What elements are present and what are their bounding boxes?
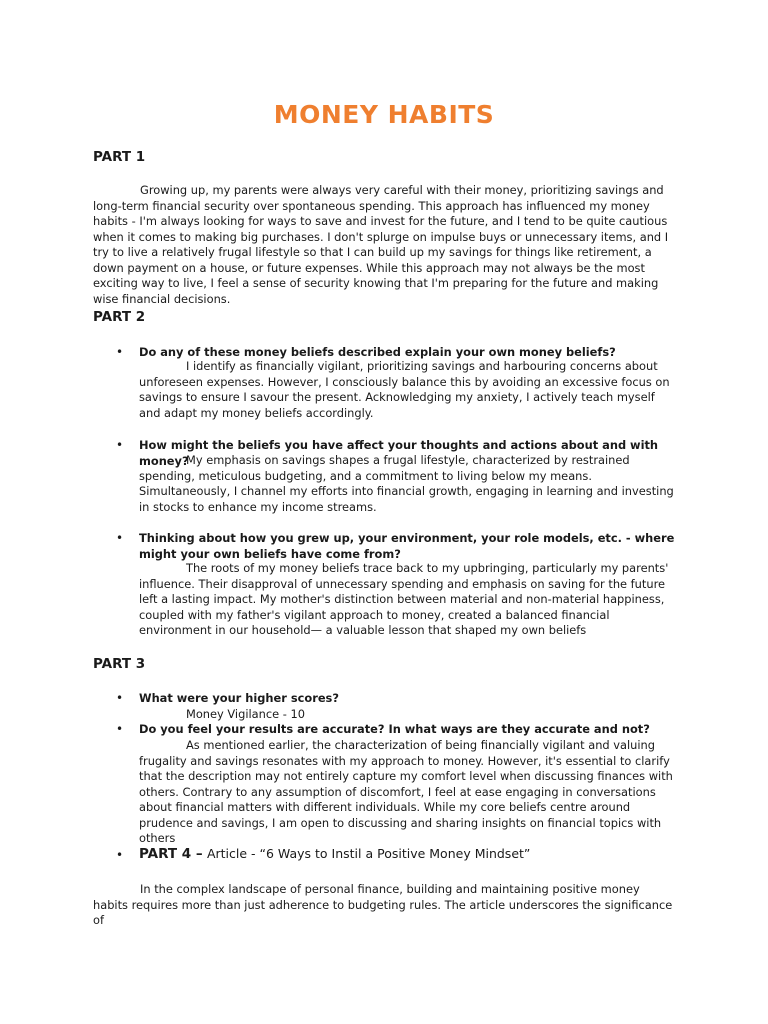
- bullet-icon: •: [116, 438, 124, 452]
- part3-answer-1: Money Vigilance - 10: [186, 707, 305, 721]
- bullet-icon: •: [116, 722, 124, 736]
- part1-paragraph: Growing up, my parents were always very careful with their money, prioritizing savings and long-term financial security over spontaneous spending. This approach has influenced my money habits - I'm always looking for ways to save and invest for the future, and I tend to be quite cautious when it comes to making big purchases. I don't splurge on impulse buys or unnecessary items, and I try to live a relatively frugal lifestyle so that I can build up my savings for things like retirement, a down payment on a house, or future expenses. While this approach may not always be the most exciting way to live, I feel a sense of security knowing that I'm preparing for the future and making wise financial decisions.: [93, 183, 669, 306]
- part2-answer-2: My emphasis on savings shapes a frugal lifestyle, characterized by restrained spending, meticulous budgeting, and a commitment to living below my means. Simultaneously, I channel my efforts into financial growth, engaging in learning and investing in stocks to enhance my income streams.: [139, 453, 674, 514]
- part1-heading: PART 1: [93, 149, 146, 165]
- part2-question-3: Thinking about how you grew up, your environment, your role models, etc. - where might your own beliefs have come from?: [139, 531, 675, 561]
- bullet-icon: •: [116, 345, 124, 359]
- part4-heading: [139, 846, 530, 862]
- bullet-icon: •: [116, 691, 124, 705]
- part2-answer-3: The roots of my money beliefs trace back to my upbringing, particularly my parents' influence. Their disapproval of unnecessary spending and emphasis on saving for the future left a lasting impact. My mother's distinction between material and non-material happiness, coupled with my father's vigilant approach to money, created a balanced financial environment in our household— a valuable lesson that shaped my own beliefs: [139, 561, 669, 637]
- part4-article-title: Article - “6 Ways to Instil a Positive Money Mindset”: [206, 846, 531, 861]
- document-title: MONEY HABITS: [273, 100, 495, 129]
- part3-question-1: What were your higher scores?: [139, 691, 339, 705]
- part2-answer-1: I identify as financially vigilant, prioritizing savings and harbouring concerns about unforeseen expenses. However, I consciously balance this by avoiding an excessive focus on savings to ensure I savour the present. Acknowledging my anxiety, I actively teach myself and adapt my money beliefs accordingly.: [139, 359, 670, 420]
- part3-question-2: Do you feel your results are accurate? In what ways are they accurate and not?: [139, 722, 650, 736]
- bullet-icon: •: [116, 531, 124, 545]
- part2-question-1: Do any of these money beliefs described explain your own money beliefs?: [139, 345, 616, 359]
- part4-paragraph: In the complex landscape of personal finance, building and maintaining positive money habits requires more than just adherence to budgeting rules. The article underscores the significance of: [93, 882, 673, 927]
- part3-answer-2: As mentioned earlier, the characterization of being financially vigilant and valuing frugality and savings resonates with my approach to money. However, it's essential to clarify that the description may not entirely capture my comfort level when discussing finances with others. Contrary to any assumption of discomfort, I feel at ease engaging in conversations about financial matters with different individuals. While my core beliefs centre around prudence and savings, I am open to discussing and sharing insights on financial topics with others: [139, 738, 673, 845]
- part2-heading: PART 2: [93, 309, 146, 325]
- part2-question-2: How might the beliefs you have affect your thoughts and actions about and with money?: [139, 438, 659, 468]
- part3-heading: PART 3: [93, 656, 146, 672]
- bullet-icon: •: [116, 848, 124, 862]
- part4-label: PART 4 –: [139, 846, 203, 862]
